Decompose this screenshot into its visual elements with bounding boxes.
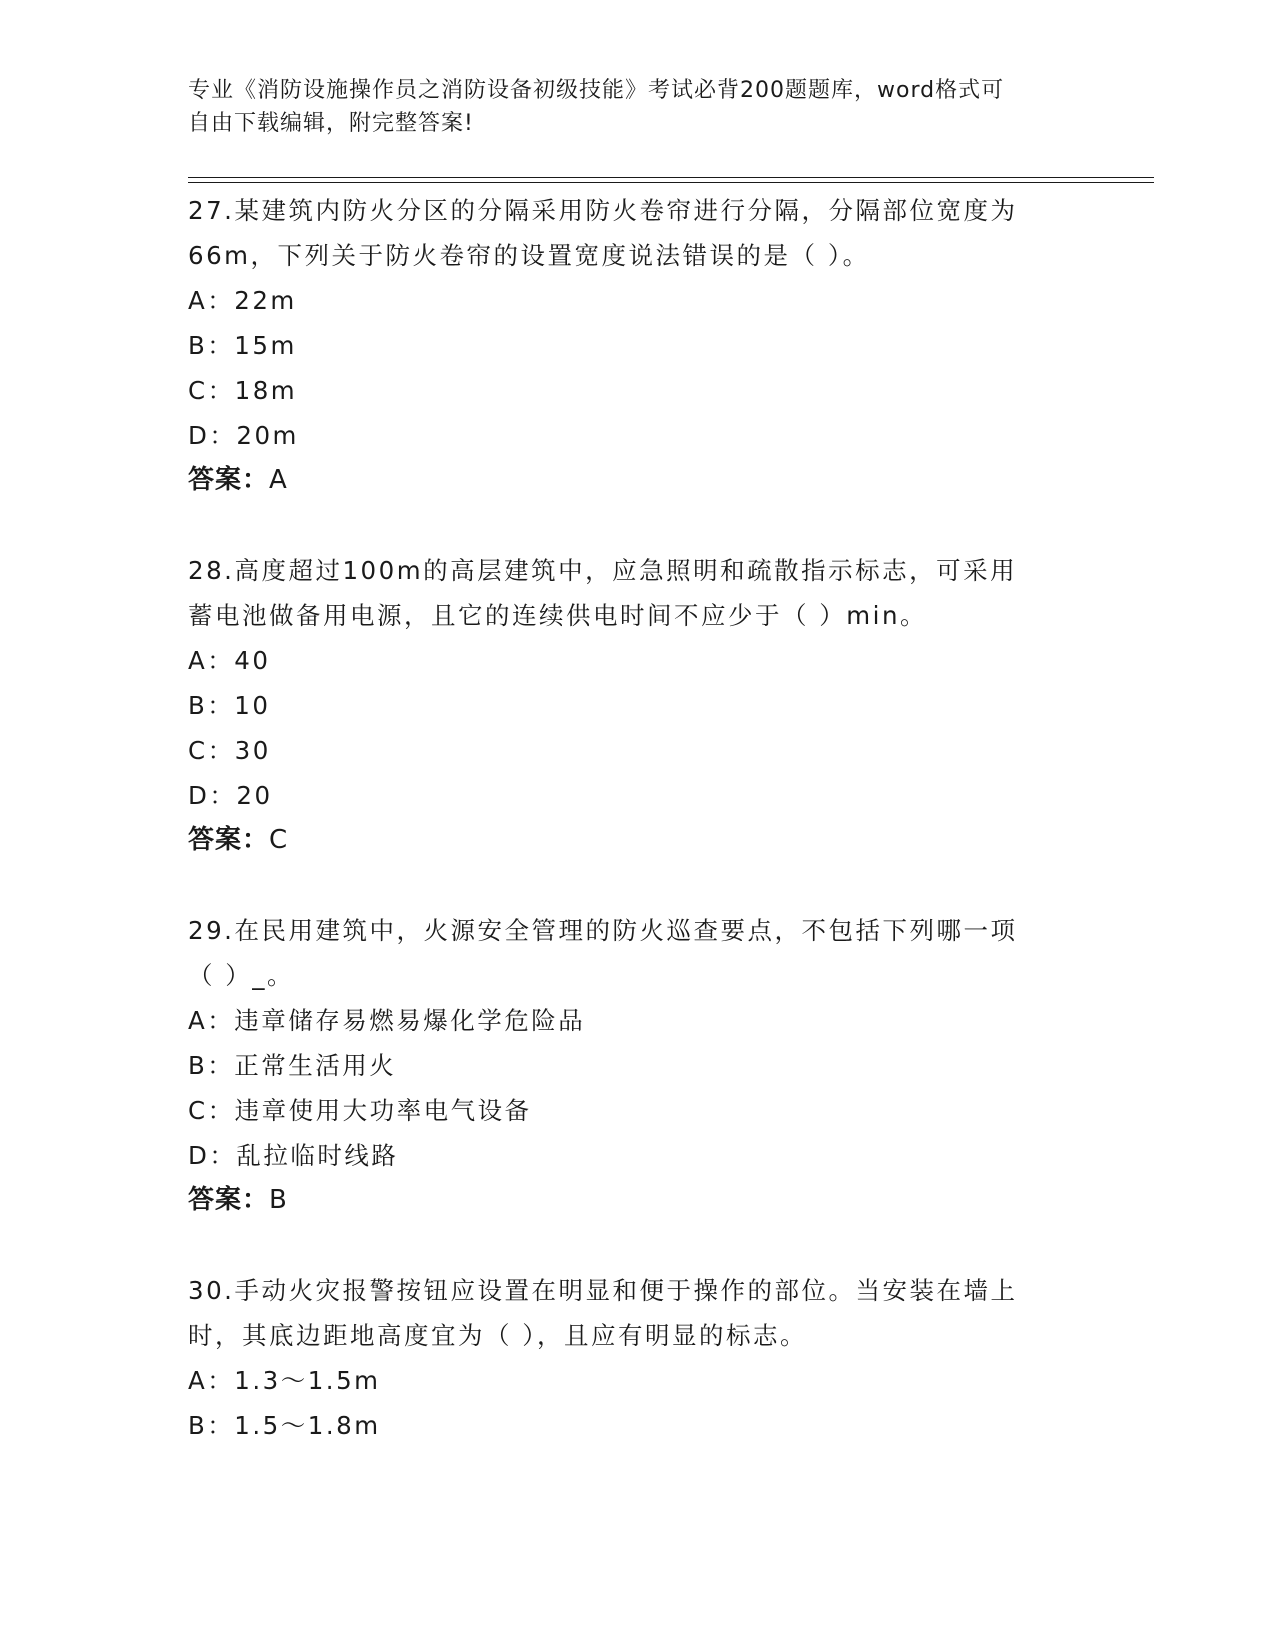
question-stem-line-2: 66m，下列关于防火卷帘的设置宽度说法错误的是（ ）。 [188,241,870,270]
option-c: C：18m [188,376,298,405]
question-stem-line-2: 时，其底边距地高度宜为（ ），且应有明显的标志。 [188,1321,808,1350]
question-spacer [188,1223,1088,1268]
question-spacer [188,503,1088,548]
answer-line [188,818,1088,863]
question-stem-line-1: 29.在民用建筑中，火源安全管理的防火巡查要点，不包括下列哪一项 [188,916,1018,945]
answer-line [188,458,1088,503]
answer-label: 答案： [188,1185,270,1215]
question-29 [188,908,1088,1223]
answer-value: B [269,1185,288,1215]
question-list [188,188,1088,1448]
question-27 [188,188,1088,503]
question-spacer [188,863,1088,908]
question-28 [188,548,1088,863]
header-line-2: 自由下载编辑，附完整答案! [188,111,474,136]
question-stem [188,908,1088,998]
answer-label: 答案： [188,465,270,495]
question-stem-line-1: 28.高度超过100m的高层建筑中，应急照明和疏散指示标志，可采用 [188,556,1018,585]
document-header [188,74,1068,140]
header-rule-bottom [188,182,1154,183]
option-a: A：22m [188,286,297,315]
question-stem [188,548,1088,638]
option-b: B：15m [188,331,297,360]
option-c: C：30 [188,736,271,765]
question-30 [188,1268,1088,1448]
option-a: A：40 [188,646,271,675]
answer-value: A [269,465,288,495]
question-stem-line-2: 蓄电池做备用电源，且它的连续供电时间不应少于（ ）min。 [188,601,927,630]
answer-label: 答案： [188,825,270,855]
answer-value: C [269,825,289,855]
header-line-1: 专业《消防设施操作员之消防设备初级技能》考试必背200题题库，word格式可 [188,78,1005,103]
option-b: B：正常生活用火 [188,1051,397,1080]
option-a: A：违章储存易燃易爆化学危险品 [188,1006,586,1035]
question-stem-line-1: 30.手动火灾报警按钮应设置在明显和便于操作的部位。当安装在墙上 [188,1276,1018,1305]
option-b: B：1.5～1.8m [188,1411,381,1440]
question-stem [188,188,1088,278]
option-d: D：乱拉临时线路 [188,1141,399,1170]
option-d: D：20 [188,781,273,810]
question-stem-line-1: 27.某建筑内防火分区的分隔采用防火卷帘进行分隔，分隔部位宽度为 [188,196,1018,225]
question-stem [188,1268,1088,1358]
header-rule-top [188,177,1154,178]
option-b: B：10 [188,691,271,720]
option-d: D：20m [188,421,299,450]
option-c: C：违章使用大功率电气设备 [188,1096,532,1125]
question-stem-line-2: （ ）_。 [188,961,295,990]
answer-line [188,1178,1088,1223]
option-a: A：1.3～1.5m [188,1366,381,1395]
